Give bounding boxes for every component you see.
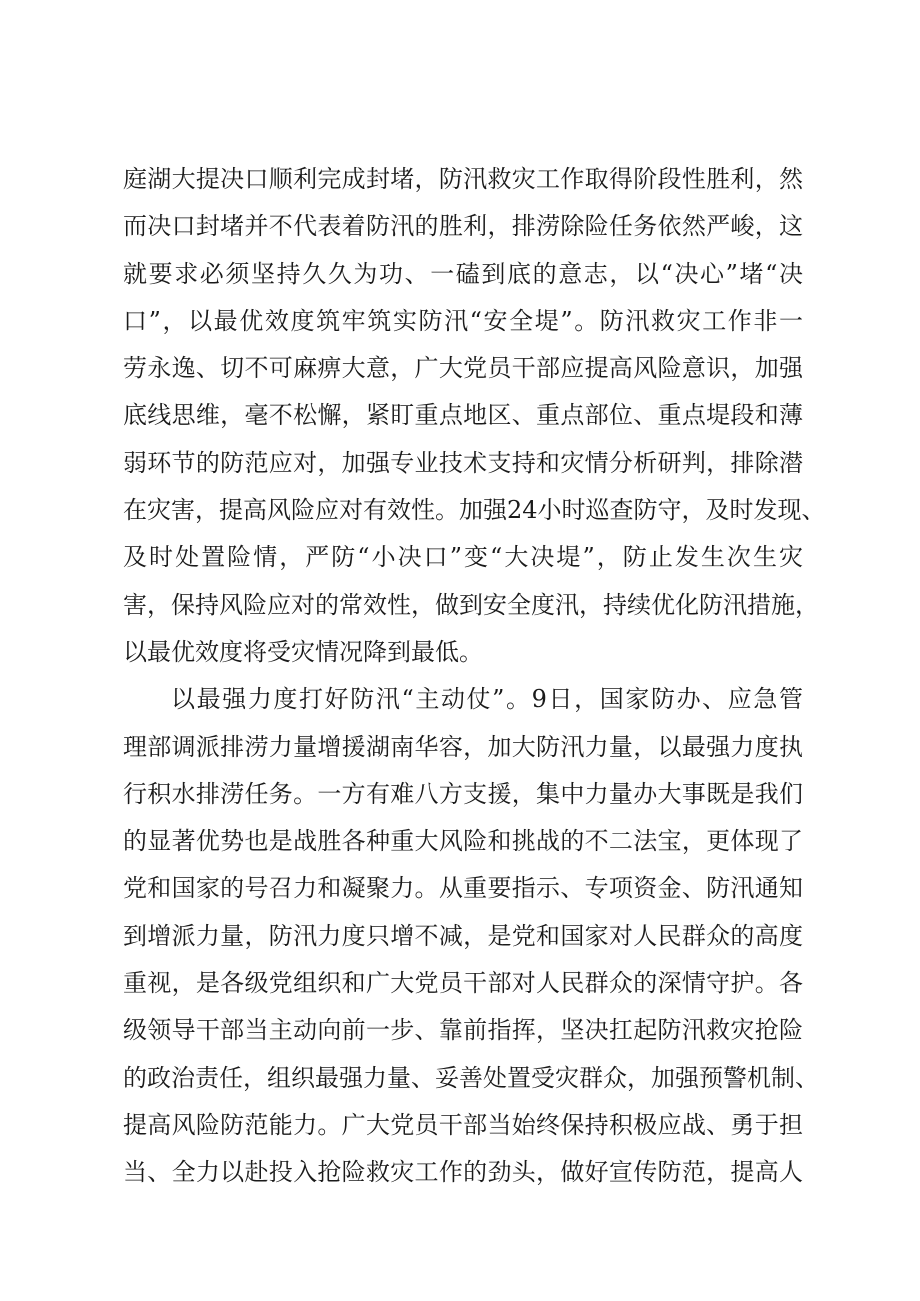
text-line: 提高风险防范能力。广大党员干部当始终保持积极应战、勇于担 xyxy=(123,1110,803,1139)
text-line: 理部调派排涝力量增援湖南华容，加大防汛力量，以最强力度执 xyxy=(123,732,803,761)
text-line: 以最强力度打好防汛“主动仗”。9日，国家防办、应急管 xyxy=(171,685,803,714)
text-line: 庭湖大提决口顺利完成封堵，防汛救灾工作取得阶段性胜利，然 xyxy=(123,165,803,193)
text-line: 以最优效度将受灾情况降到最低。 xyxy=(123,637,483,666)
text-line: 级领导干部当主动向前一步、靠前指挥，坚决扛起防汛救灾抢险 xyxy=(123,1016,803,1045)
text-line: 而决口封堵并不代表着防汛的胜利，排涝除险任务依然严峻，这 xyxy=(123,212,803,241)
text-line: 及时处置险情，严防“小决口”变“大决堤”，防止发生次生灾 xyxy=(123,543,803,572)
text-line: 行积水排涝任务。一方有难八方支援，集中力量办大事既是我们 xyxy=(123,779,803,808)
text-line: 害，保持风险应对的常效性，做到安全度汛，持续优化防汛措施， xyxy=(123,590,819,619)
text-line: 底线思维，毫不松懈，紧盯重点地区、重点部位、重点堤段和薄 xyxy=(123,401,803,430)
text-line: 劳永逸、切不可麻痹大意，广大党员干部应提高风险意识，加强 xyxy=(123,354,803,383)
text-line: 就要求必须坚持久久为功、一磕到底的意志，以“决心”堵“决 xyxy=(123,259,803,288)
text-line: 口”，以最优效度筑牢筑实防汛“安全堤”。防汛救灾工作非一 xyxy=(123,306,803,335)
document-body xyxy=(123,156,826,1197)
text-line: 当、全力以赴投入抢险救灾工作的劲头，做好宣传防范，提高人 xyxy=(123,1158,803,1187)
text-line: 的显著优势也是战胜各种重大风险和挑战的不二法宝，更体现了 xyxy=(123,827,803,856)
text-line: 在灾害，提高风险应对有效性。加强24小时巡查防守，及时发现、 xyxy=(123,496,826,525)
text-line: 重视，是各级党组织和广大党员干部对人民群众的深情守护。各 xyxy=(123,969,803,998)
text-line: 弱环节的防范应对，加强专业技术支持和灾情分析研判，排除潜 xyxy=(123,448,803,477)
paragraph-1 xyxy=(123,156,826,676)
paragraph-2 xyxy=(123,676,819,1196)
text-line: 党和国家的号召力和凝聚力。从重要指示、专项资金、防汛通知 xyxy=(123,874,803,903)
text-line: 的政治责任，组织最强力量、妥善处置受灾群众，加强预警机制、 xyxy=(123,1063,819,1092)
text-line: 到增派力量，防汛力度只增不减，是党和国家对人民群众的高度 xyxy=(123,921,803,950)
